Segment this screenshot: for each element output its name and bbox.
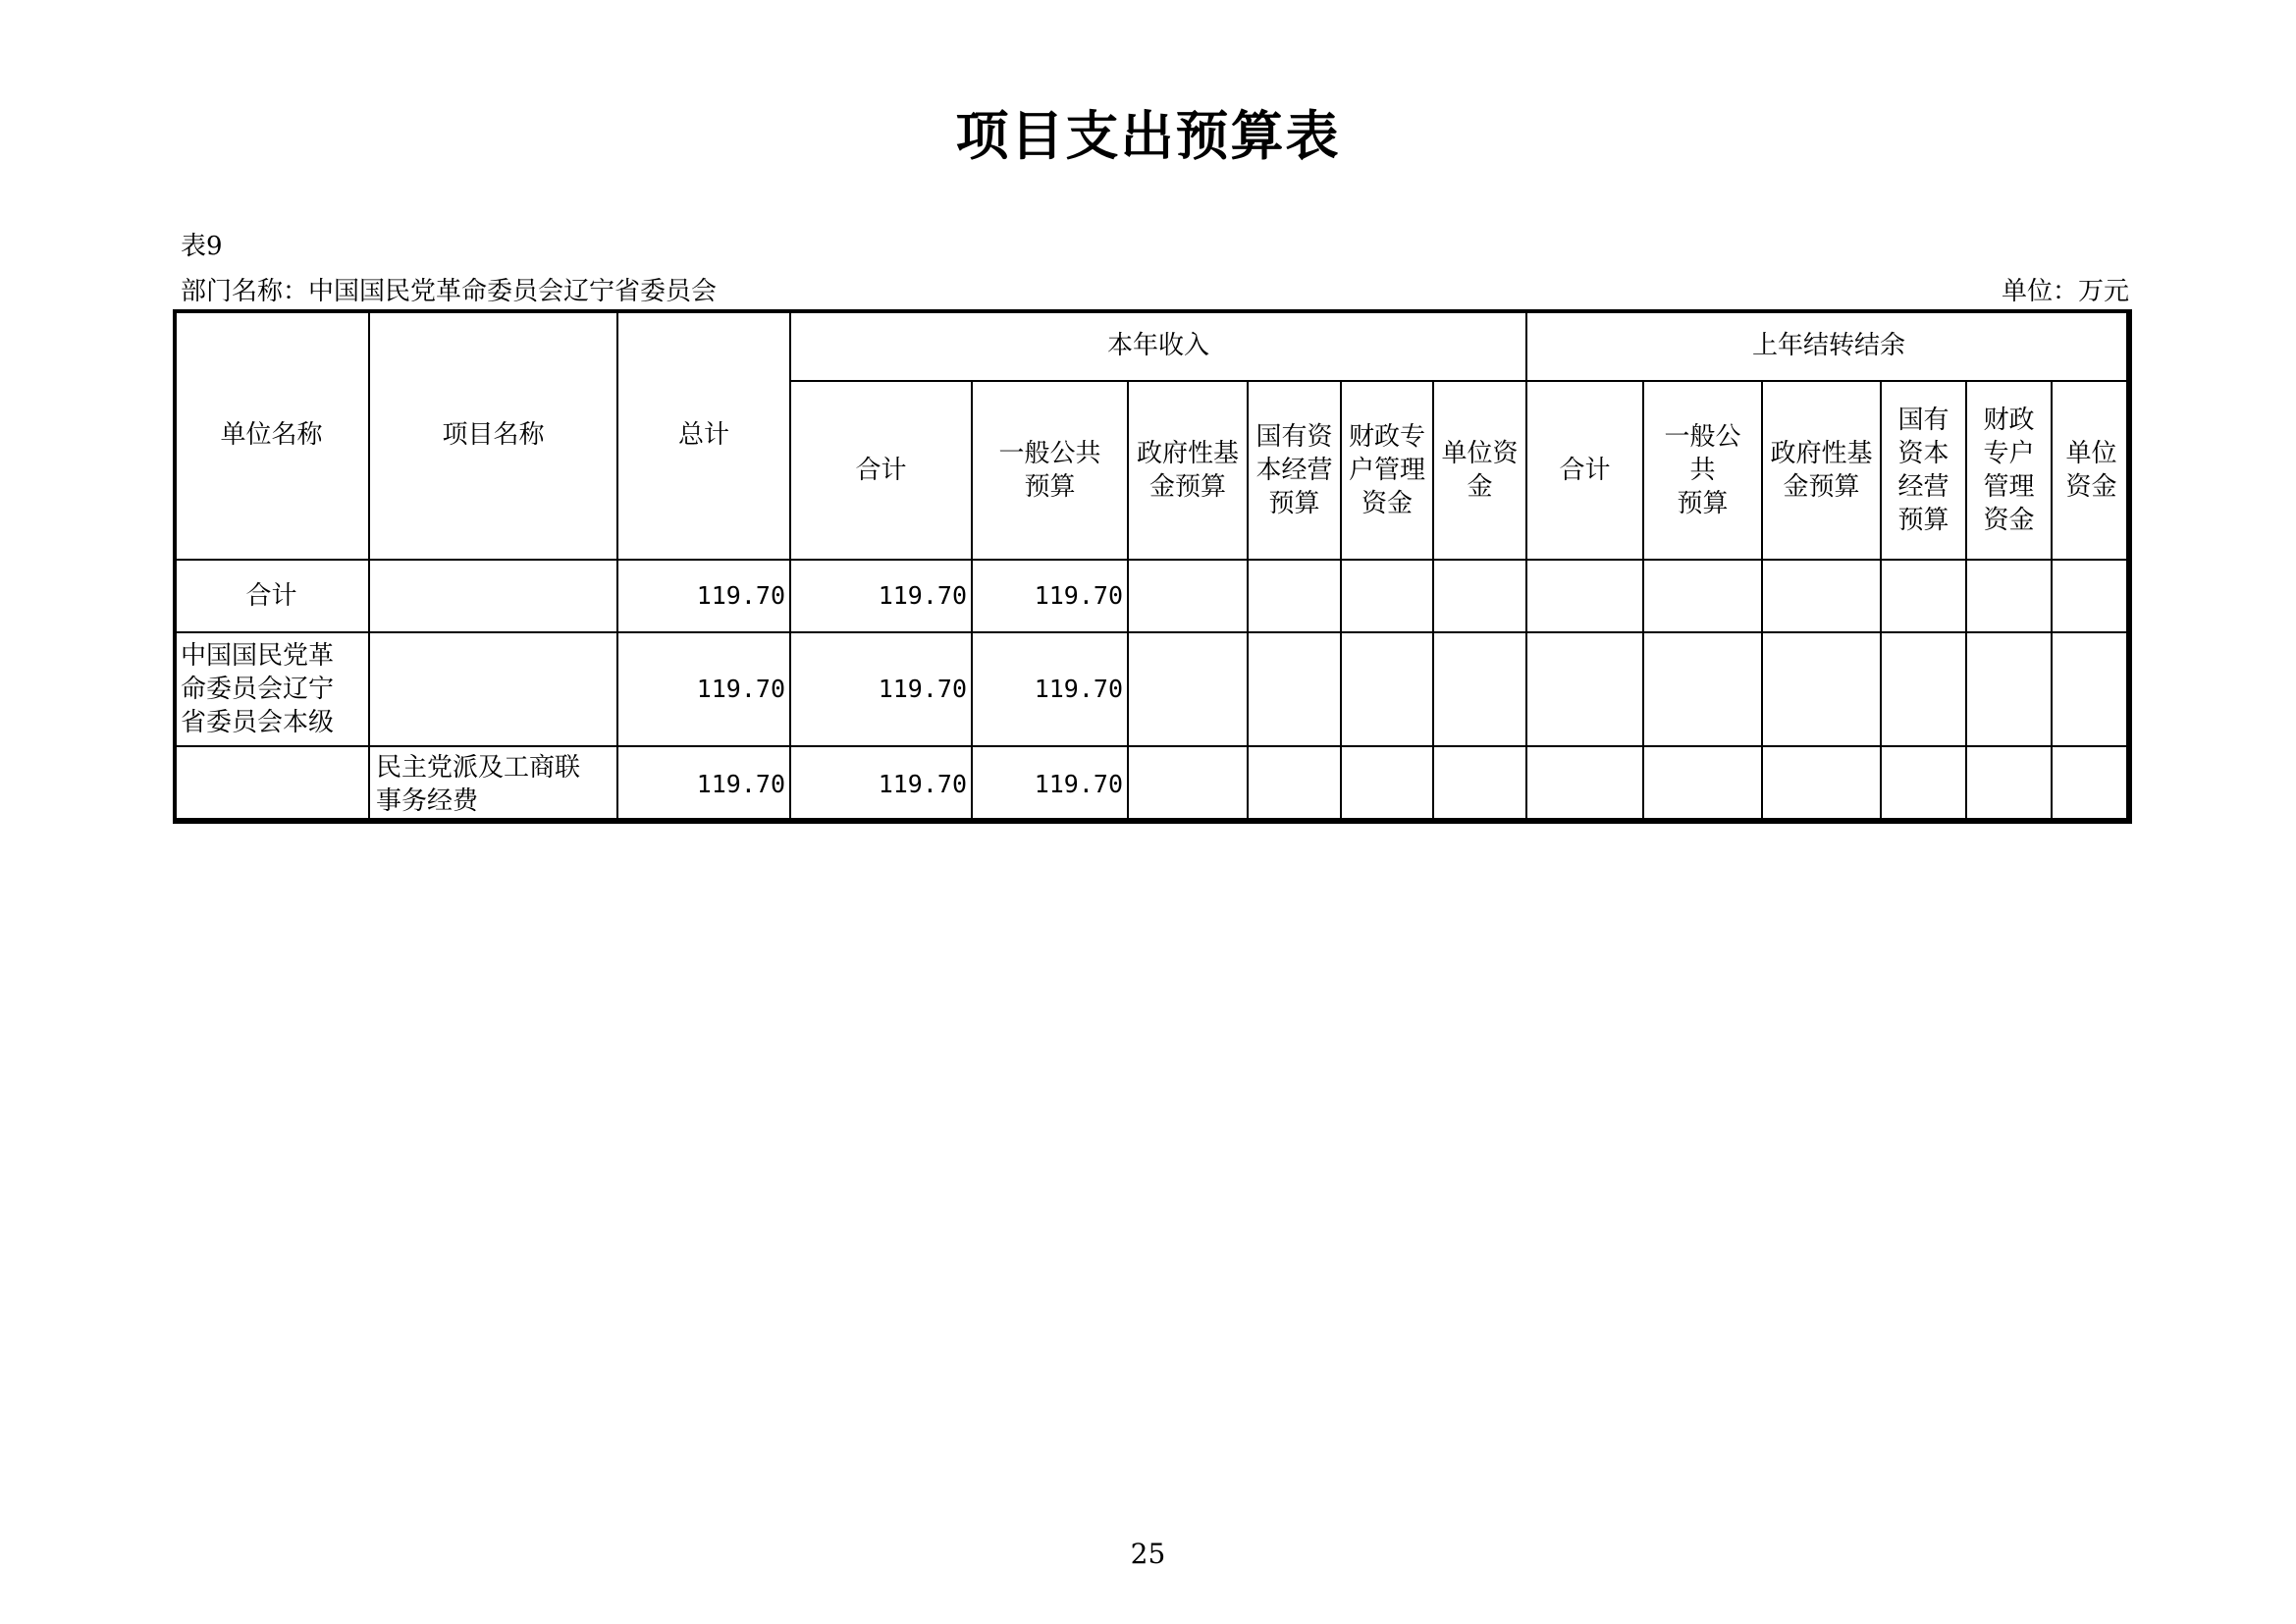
header-prior-fiscal-special xyxy=(1966,381,2052,560)
row-cell xyxy=(1128,746,1248,823)
row-cell xyxy=(1762,560,1881,632)
row-cell xyxy=(1526,746,1643,823)
header-cur-fiscal-special-text: 财政专 户管理 资金 xyxy=(1348,422,1425,518)
row-cell xyxy=(1966,746,2052,823)
header-cur-state-capital xyxy=(1248,381,1341,560)
row-project-name xyxy=(369,560,617,632)
department-name: 部门名称：中国国民党革命委员会辽宁省委员会 xyxy=(181,277,718,306)
row-cell xyxy=(2052,746,2131,823)
row-cell xyxy=(1881,632,1966,746)
row-unit-name: 合计 xyxy=(174,560,369,632)
row-cur-general-public: 119.70 xyxy=(972,560,1128,632)
row-cell xyxy=(1433,746,1526,823)
page-number: 25 xyxy=(1130,1538,1166,1570)
row-cell xyxy=(1881,746,1966,823)
row-project-name xyxy=(369,632,617,746)
row-cell xyxy=(1433,632,1526,746)
row-cell xyxy=(1341,746,1433,823)
row-cell xyxy=(1248,632,1341,746)
row-cell xyxy=(2052,560,2131,632)
header-prior-state-capital xyxy=(1881,381,1966,560)
header-cur-gov-fund xyxy=(1128,381,1248,560)
row-cell xyxy=(1966,560,2052,632)
row-cell xyxy=(1762,746,1881,823)
row-cell xyxy=(1966,632,2052,746)
header-prior-gov-fund-text: 政府性基 金预算 xyxy=(1770,439,1873,502)
row-total: 119.70 xyxy=(617,746,790,823)
row-cur-sum: 119.70 xyxy=(790,560,972,632)
header-cur-gov-fund-text: 政府性基 金预算 xyxy=(1136,439,1239,502)
header-cur-general-public-text: 一般公共 预算 xyxy=(998,439,1101,502)
table-row xyxy=(174,632,2131,746)
header-prior-sum: 合计 xyxy=(1526,381,1643,560)
header-total: 总计 xyxy=(617,310,790,560)
header-cur-sum: 合计 xyxy=(790,381,972,560)
header-prior-fiscal-special-text: 财政 专户 管理 资金 xyxy=(1983,406,2035,535)
header-cur-state-capital-text: 国有资 本经营 预算 xyxy=(1255,422,1333,518)
project-expenditure-table xyxy=(173,309,2132,824)
header-cur-general-public xyxy=(972,381,1128,560)
row-project-name xyxy=(369,746,617,823)
header-prior-unit-funds xyxy=(2052,381,2131,560)
row-total: 119.70 xyxy=(617,632,790,746)
header-cur-unit-funds-text: 单位资 金 xyxy=(1441,439,1519,502)
header-cur-fiscal-special xyxy=(1341,381,1433,560)
header-prior-state-capital-text: 国有 资本 经营 预算 xyxy=(1897,406,1949,535)
table-number: 表9 xyxy=(181,232,223,261)
row-cell xyxy=(1643,746,1762,823)
row-cell xyxy=(2052,632,2131,746)
row-cur-general-public: 119.70 xyxy=(972,632,1128,746)
row-unit-name-text: 中国国民党革 命委员会辽宁 省委员会本级 xyxy=(181,641,335,737)
row-cell xyxy=(1643,560,1762,632)
row-project-name-text: 民主党派及工商联 事务经费 xyxy=(376,753,581,816)
page-title: 项目支出预算表 xyxy=(955,105,1341,167)
unit-label: 单位：万元 xyxy=(2001,277,2129,306)
header-prior-gov-fund xyxy=(1762,381,1881,560)
table-row xyxy=(174,746,2131,823)
row-cur-general-public: 119.70 xyxy=(972,746,1128,823)
header-prior-general-public xyxy=(1643,381,1762,560)
header-project-name: 项目名称 xyxy=(369,310,617,560)
row-cur-sum: 119.70 xyxy=(790,746,972,823)
row-unit-name xyxy=(174,746,369,823)
row-cell xyxy=(1526,560,1643,632)
row-cell xyxy=(1128,560,1248,632)
header-prior-year-carryover: 上年结转结余 xyxy=(1526,310,2131,381)
row-cell xyxy=(1341,632,1433,746)
row-cell xyxy=(1128,632,1248,746)
row-cell xyxy=(1248,560,1341,632)
header-current-year-income: 本年收入 xyxy=(790,310,1526,381)
row-cell xyxy=(1433,560,1526,632)
header-prior-general-public-text: 一般公 共 预算 xyxy=(1664,422,1741,518)
table-row xyxy=(174,560,2131,632)
row-cell xyxy=(1341,560,1433,632)
header-cur-unit-funds xyxy=(1433,381,1526,560)
row-cell xyxy=(1762,632,1881,746)
row-cell xyxy=(1643,632,1762,746)
header-unit-name: 单位名称 xyxy=(174,310,369,560)
row-unit-name xyxy=(174,632,369,746)
header-prior-unit-funds-text: 单位 资金 xyxy=(2065,439,2117,502)
row-total: 119.70 xyxy=(617,560,790,632)
row-cur-sum: 119.70 xyxy=(790,632,972,746)
row-cell xyxy=(1881,560,1966,632)
row-cell xyxy=(1526,632,1643,746)
row-cell xyxy=(1248,746,1341,823)
